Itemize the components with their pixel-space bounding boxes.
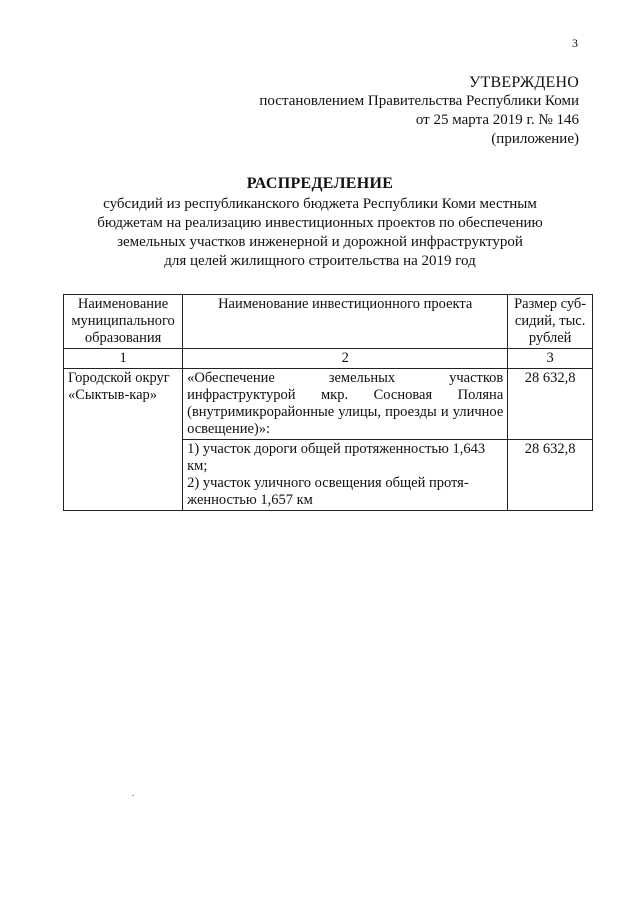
column-number-row xyxy=(64,349,593,369)
scan-mark xyxy=(132,795,134,796)
approval-stamp: УТВЕРЖДЕНО xyxy=(468,74,579,91)
header-amount-line: сидий, тыс. xyxy=(514,313,586,329)
amount-cell: 28 632,8 xyxy=(508,440,593,511)
table-row xyxy=(64,369,593,440)
subtitle-line-3: земельных участков инженерной и дорожной инфраструктурой xyxy=(117,234,523,250)
approval-line-3: (приложение) xyxy=(491,131,579,147)
project-cell: «Обеспечение земельных участков инфраструктурой мкр. Сосновая Поляна (внутримикрорайонные улицы, проезды и уличное освещение)»: xyxy=(183,369,508,440)
column-number-1: 1 xyxy=(64,349,183,369)
page-number: 3 xyxy=(572,36,578,50)
header-amount-line: Размер суб- xyxy=(514,296,587,312)
header-project: Наименование инвестиционного проекта xyxy=(183,295,508,349)
approval-block xyxy=(259,73,579,149)
approval-line-2: от 25 марта 2019 г. № 146 xyxy=(415,112,579,128)
header-municipality xyxy=(64,295,183,349)
subtitle-line-4: для целей жилищного строительства на 2019 год xyxy=(164,253,476,269)
column-number-3: 3 xyxy=(508,349,593,369)
header-municipality-line: образования xyxy=(84,330,162,346)
header-amount-line: рублей xyxy=(528,330,572,346)
table-header-row xyxy=(64,295,593,349)
header-amount xyxy=(508,295,593,349)
approval-line-1: постановлением Правительства Республики Коми xyxy=(259,93,579,109)
project-item: 2) участок уличного освещения общей протя-женностью 1,657 км xyxy=(187,475,469,508)
document-heading xyxy=(0,174,640,270)
distribution-table xyxy=(63,294,593,511)
subtitle-line-1: субсидий из республиканского бюджета Республики Коми местным xyxy=(103,196,537,212)
header-municipality-line: муниципального xyxy=(71,313,175,329)
column-number-2: 2 xyxy=(183,349,508,369)
subtitle-line-2: бюджетам на реализацию инвестиционных проектов по обеспечению xyxy=(97,215,543,231)
municipality-cell: Городской округ «Сыктыв-кар» xyxy=(64,369,183,511)
amount-cell: 28 632,8 xyxy=(508,369,593,440)
header-municipality-line: Наименование xyxy=(77,296,169,312)
project-item: 1) участок дороги общей протяженностью 1,643 км; xyxy=(187,441,486,474)
document-title: РАСПРЕДЕЛЕНИЕ xyxy=(246,175,394,192)
project-items-cell xyxy=(183,440,508,511)
